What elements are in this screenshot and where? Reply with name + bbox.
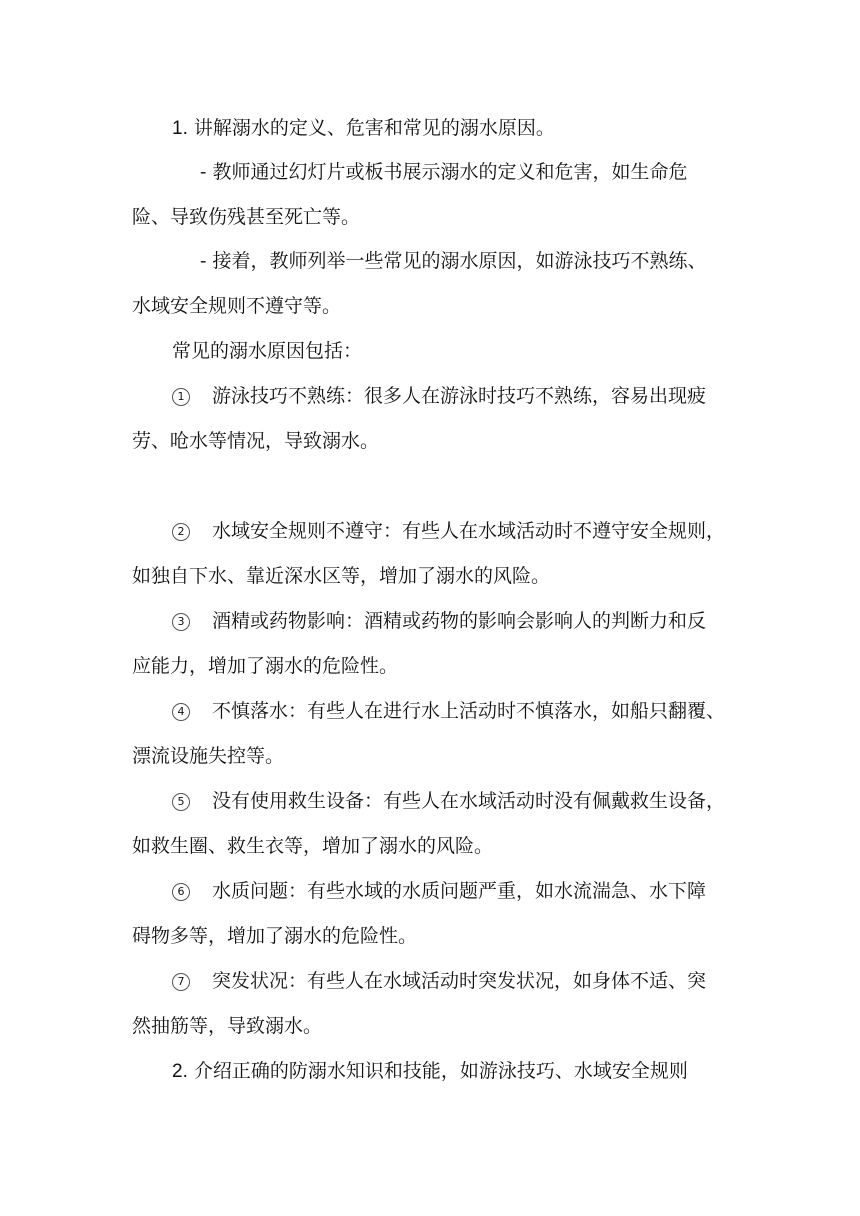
circled-number-7-icon: 7: [172, 973, 190, 991]
item-1-sub1-line1: - 教师通过幻灯片或板书展示溺水的定义和危害，如生命危: [200, 161, 688, 183]
cause-item-3-line2: 应能力，增加了溺水的危险性。: [132, 655, 399, 677]
cause-item-7-line1: [172, 959, 780, 1004]
item-2-heading: [172, 1049, 780, 1094]
circled-number-2-icon: 2: [172, 523, 190, 541]
item-1-number: 1.: [172, 118, 188, 139]
circled-number-1-icon: 1: [172, 388, 190, 406]
cause-item-2-text: 水域安全规则不遵守：有些人在水域活动时不遵守安全规则，: [212, 520, 726, 542]
item-2-text: 介绍正确的防溺水知识和技能，如游泳技巧、水域安全规则: [193, 1060, 688, 1082]
cause-item-3-text: 酒精或药物影响：酒精或药物的影响会影响人的判断力和反: [212, 610, 707, 632]
cause-item-1-line2: 劳、呛水等情况，导致溺水。: [132, 430, 380, 452]
circled-number-6-icon: 6: [172, 883, 190, 901]
circled-number-5-icon: 5: [172, 793, 190, 811]
causes-title: 常见的溺水原因包括：: [172, 340, 363, 362]
cause-item-5-line2: 如救生圈、救生衣等，增加了溺水的风险。: [132, 835, 494, 857]
cause-item-2-line2: 如独自下水、靠近深水区等，增加了溺水的风险。: [132, 565, 551, 587]
cause-item-7-line2: 然抽筋等，导致溺水。: [132, 1015, 323, 1037]
cause-item-3-line1: [172, 599, 780, 644]
cause-item-4-text: 不慎落水：有些人在进行水上活动时不慎落水，如船只翻覆、: [212, 700, 726, 722]
cause-item-1-text: 游泳技巧不熟练：很多人在游泳时技巧不熟练，容易出现疲: [212, 385, 707, 407]
cause-item-7-text: 突发状况：有些人在水域活动时突发状况，如身体不适、突: [212, 970, 707, 992]
item-1-sub2-line2: 水域安全规则不遵守等。: [132, 295, 342, 317]
item-1-heading: [172, 106, 780, 151]
cause-item-1-line1: [172, 374, 780, 419]
circled-number-4-icon: 4: [172, 703, 190, 721]
cause-item-5-line1: [172, 779, 780, 824]
cause-item-6-line2: 碍物多等，增加了溺水的危险性。: [132, 925, 418, 947]
cause-item-6-text: 水质问题：有些水域的水质问题严重，如水流湍急、水下障: [212, 880, 707, 902]
item-2-number: 2.: [172, 1061, 188, 1082]
item-1-text: 讲解溺水的定义、危害和常见的溺水原因。: [193, 117, 555, 139]
cause-item-4-line2: 漂流设施失控等。: [132, 745, 285, 767]
circled-number-3-icon: 3: [172, 613, 190, 631]
cause-item-2-line1: [172, 509, 780, 554]
item-1-sub1-line2: 险、导致伤残甚至死亡等。: [132, 206, 361, 228]
cause-item-6-line1: [172, 869, 780, 914]
cause-item-5-text: 没有使用救生设备：有些人在水域活动时没有佩戴救生设备，: [212, 790, 726, 812]
cause-item-4-line1: [172, 689, 780, 734]
item-1-sub2-line1: - 接着，教师列举一些常见的溺水原因，如游泳技巧不熟练、: [200, 250, 707, 272]
